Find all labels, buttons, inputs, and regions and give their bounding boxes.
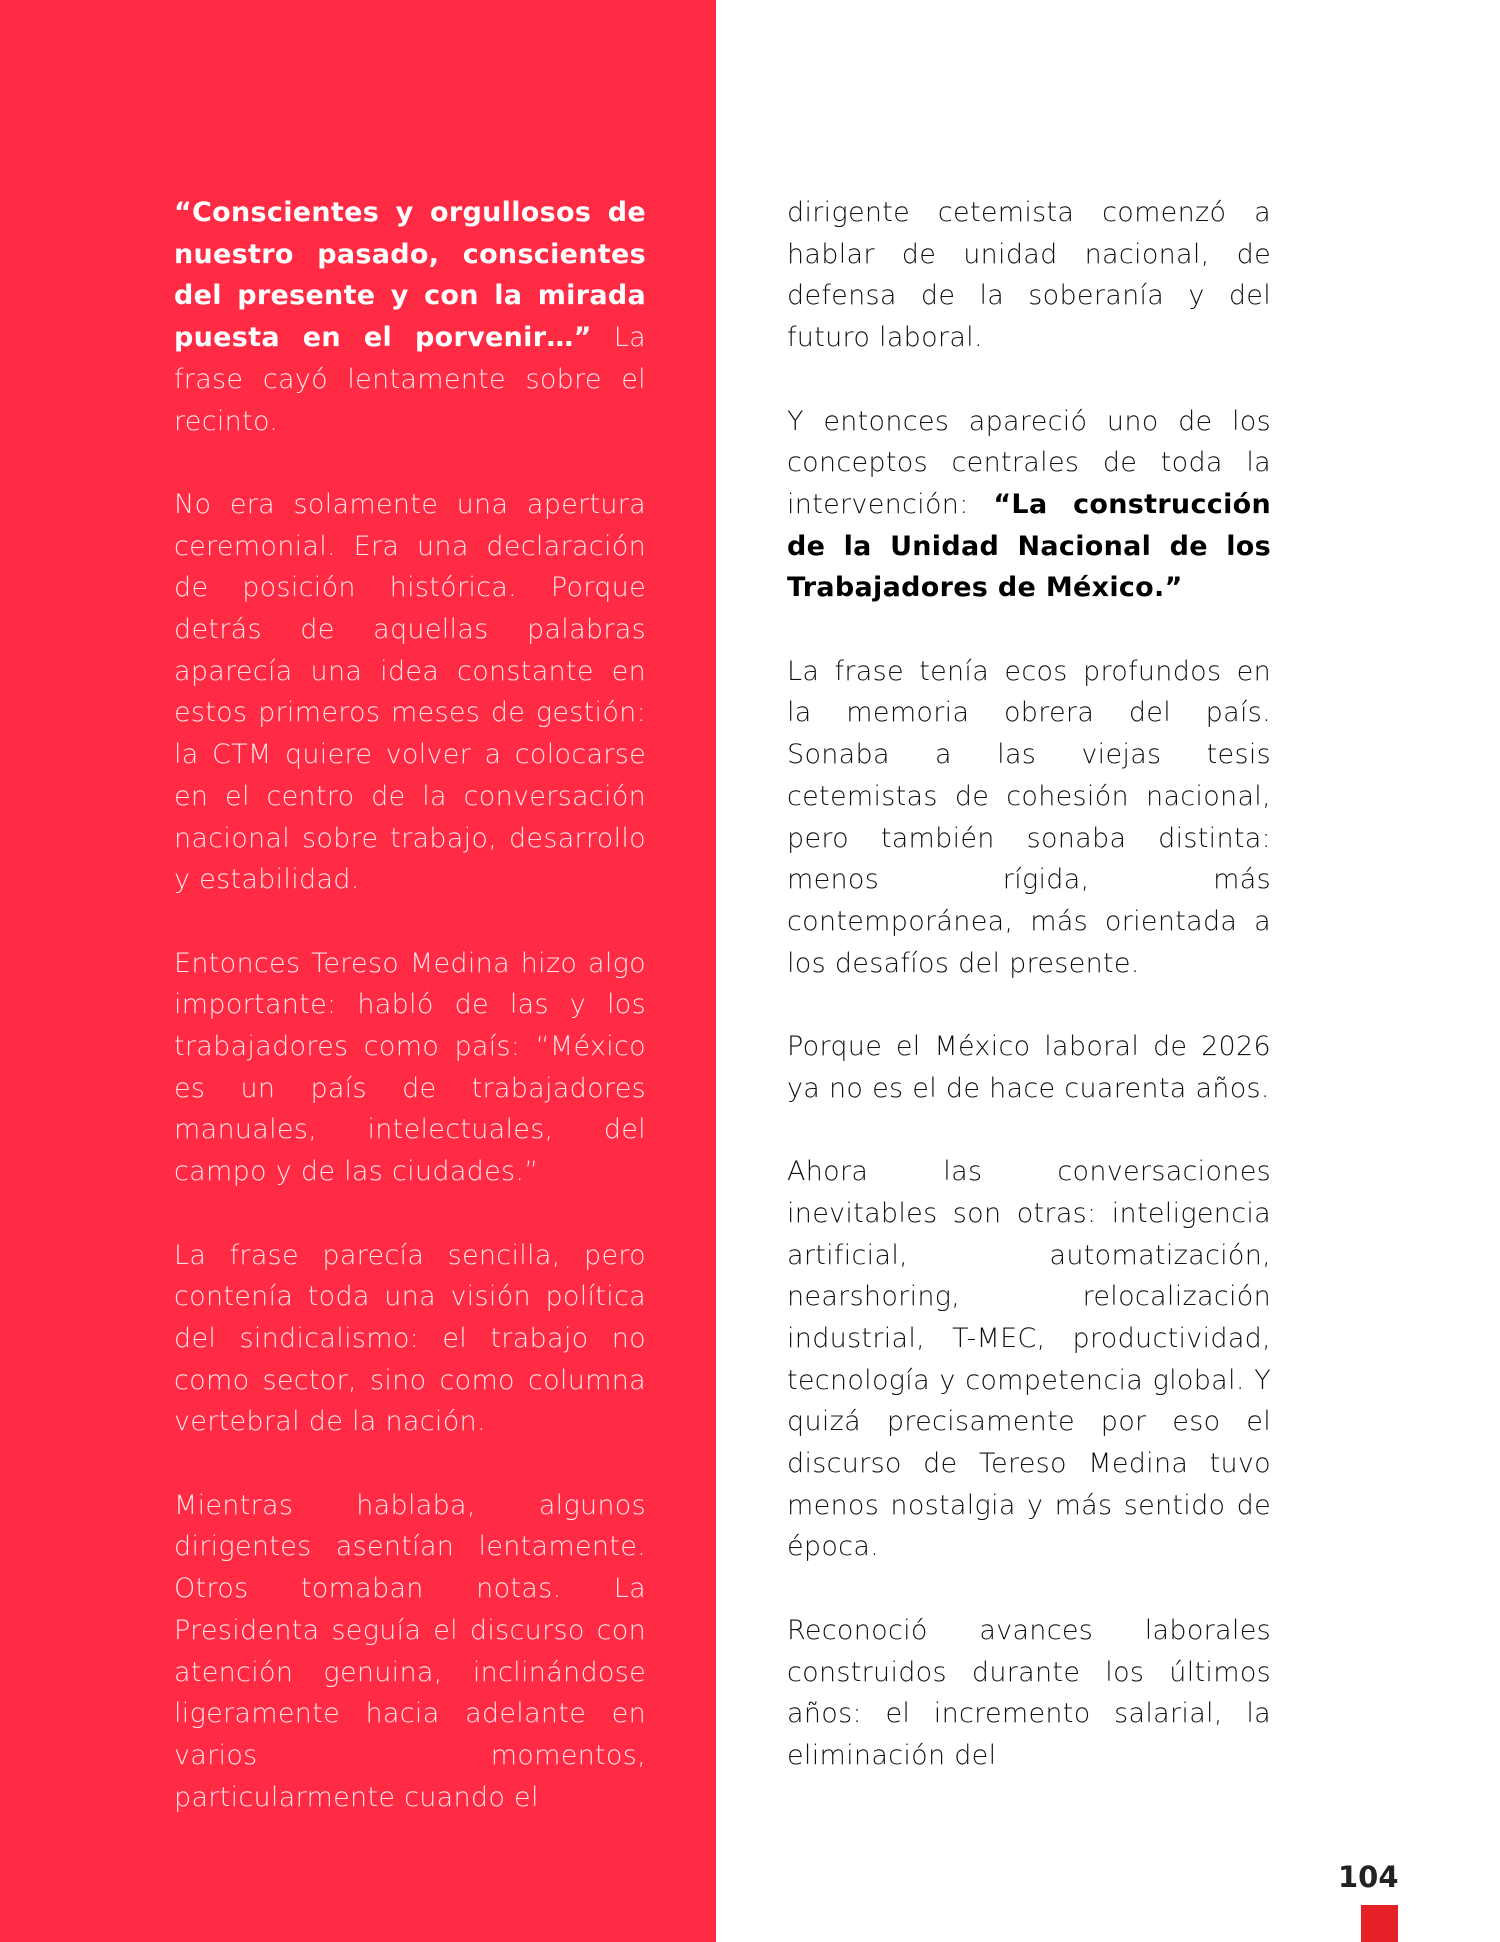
opening-quote-continuation: La frase cayó lentamente sobre el recinto. [174,322,646,437]
right-paragraph-6: Reconoció avances laborales construidos durante los últimos años: el incremento salarial, la eliminación del [787,1614,1271,1771]
left-paragraph-3: Entonces Tereso Medina hizo algo importante: habló de las y los trabajadores como país: “México es un país de trabajadores manuales, intelectuales, del campo y de las ciudades.” [174,947,646,1188]
left-paragraph-5: Mientras hablaba, algunos dirigentes asentían lentamente. Otros tomaban notas. La Presidenta seguía el discurso con atención genuina, inclinándose ligeramente hacia adelante en varios momentos, particularmente cuando el [174,1489,646,1813]
left-paragraph-2: No era solamente una apertura ceremonial. Era una declaración de posición histórica. Porque detrás de aquellas palabras aparecía una idea constante en estos primeros meses de gestión: la CTM quiere volver a colocarse en el centro de la conversación nacional sobre trabajo, desarrollo y estabilidad. [174,488,646,896]
page-number: 104 [1338,1860,1399,1894]
right-paragraph-3: La frase tenía ecos profundos en la memoria obrera del país. Sonaba a las viejas tesis cetemistas de cohesión nacional, pero también sonaba distinta: menos rígida, más contemporánea, más orientada a los desafíos del presente. [787,655,1271,979]
unity-quote: “La construcción de la Unidad Nacional de los Trabajadores de México.” [787,488,1271,604]
left-text-column [174,192,646,1860]
right-paragraph-2 [787,401,1271,610]
right-text-column [787,192,1271,1818]
right-paragraph-4: Porque el México laboral de 2026 ya no es el de hace cuarenta años. [787,1031,1271,1104]
left-paragraph-4: La frase parecía sencilla, pero contenía toda una visión política del sindicalismo: el trabajo no como sector, sino como columna vertebral de la nación. [174,1239,646,1438]
left-paragraph-1 [174,192,646,442]
page-marker-square [1361,1905,1398,1942]
opening-quote: “Conscientes y orgullosos de nuestro pasado, conscientes del presente y con la mirada puesta en el porvenir…” [174,197,646,354]
right-paragraph-5: Ahora las conversaciones inevitables son otras: inteligencia artificial, automatización, nearshoring, relocalización industrial, T-MEC, productividad, tecnología y competencia global. Y quizá precisamente por eso el discurso de Tereso Medina tuvo menos nostalgia y más sentido de época. [787,1156,1271,1563]
right-paragraph-2-text: Y entonces apareció uno de los conceptos centrales de toda la intervención: [787,405,1271,520]
right-paragraph-1: dirigente cetemista comenzó a hablar de unidad nacional, de defensa de la soberanía y del futuro laboral. [787,197,1271,354]
